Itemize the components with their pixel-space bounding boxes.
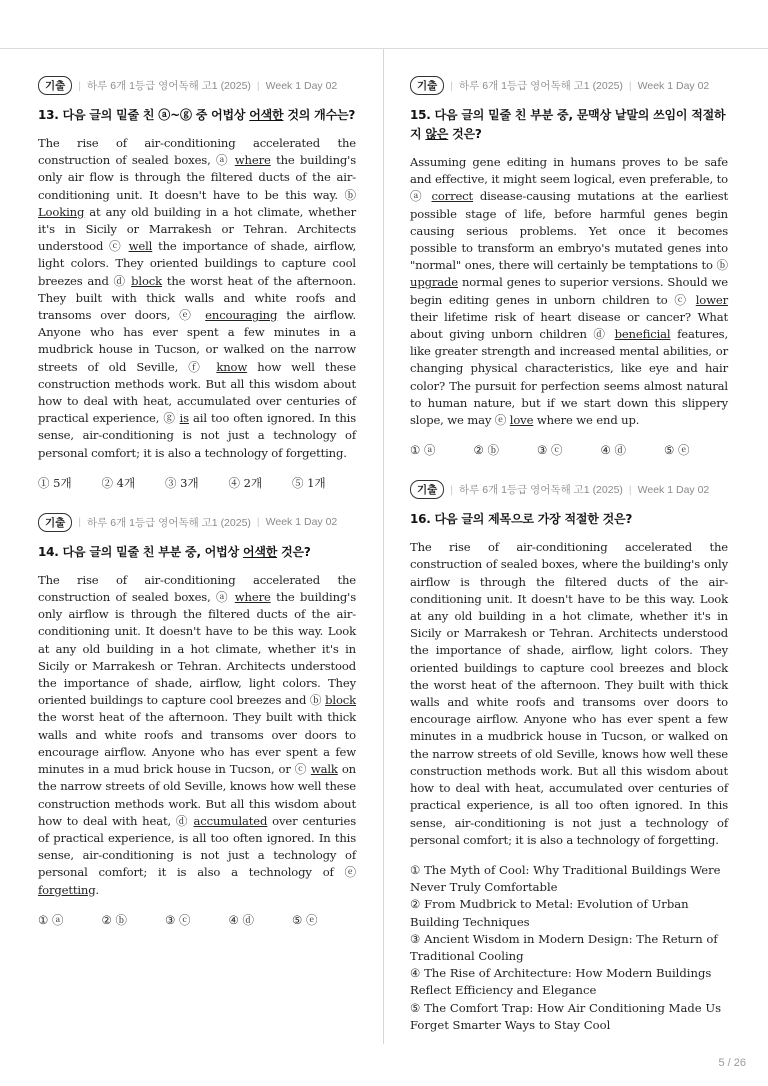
underlined-word: correct [431,189,474,204]
option-4[interactable]: ④ ⓓ [600,443,626,458]
passage: Assuming gene editing in humans proves to be safe and effective, it might seem logical, even preferable, to ⓐ correct disease-causing mutations at the earliest possible stage of life, before harmful genes begin causing serious problems. Yet once it becomes possible to transform an embryo's mutated genes into "normal" ones, there will certainly be temptations to ⓑ upgrade normal genes to superior versions. Should we begin editing genes in unborn children to ⓒ lower their lifetime risk of heart disease or cancer? What about giving unborn children ⓓ beneficial features, like greater strength and increased mental abilities, or changing physical characteristics, like eye and hair color? The pursuit for perfection seems almost natural to human nature, but if we start down this slippery slope, we may ⓔ love where we end up. [410,155,728,428]
option-3[interactable]: ③ ⓒ [165,912,191,927]
option-4[interactable]: ④ ⓓ [228,912,254,927]
right-column [410,76,728,1056]
underlined-word: beneficial [614,327,671,342]
left-column [38,76,356,950]
question-title: 13. 다음 글의 밑줄 친 ⓐ~ⓖ 중 어법상 어색한 것의 개수는? [38,108,356,122]
question-16 [410,480,728,1034]
question-meta: 기출 | 하루 6개 1등급 영어독해 고1 (2025) | Week 1 Day 02 [38,76,356,95]
past-exam-tag: 기출 [38,513,72,532]
source-label: 하루 6개 1등급 영어독해 고1 (2025) [87,80,251,92]
option-5[interactable]: ⑤ ⓔ [664,443,690,458]
option-3[interactable]: ③ 3개 [165,475,199,490]
option-5[interactable]: ⑤ ⓔ [292,912,318,927]
question-title: 14. 다음 글의 밑줄 친 부분 중, 어법상 어색한 것은? [38,544,311,559]
underlined-word: love [509,413,534,428]
question-14 [38,513,356,928]
question-meta: 기출 | 하루 6개 1등급 영어독해 고1 (2025) | Week 1 Day 02 [410,76,728,95]
question-meta: 기출 | 하루 6개 1등급 영어독해 고1 (2025) | Week 1 Day 02 [410,480,728,499]
question-15 [410,76,728,458]
underlined-word: encouraging [205,308,278,323]
source-label: 하루 6개 1등급 영어독해 고1 (2025) [459,484,623,497]
question-meta: 기출 | 하루 6개 1등급 영어독해 고1 (2025) | Week 1 Day 02 [38,513,356,532]
past-exam-tag: 기출 [38,76,72,95]
underlined-word: walk [310,762,338,777]
week-label: Week 1 Day 02 [637,483,710,496]
underlined-word: block [131,273,163,288]
passage: The rise of air-conditioning accelerated the construction of sealed boxes, where the building's only airflow is through the filtered ducts of the air-conditioning unit. It doesn't have to be this way. Look at any old building in a hot climate, whether it's in Sicily or Marrakesh or Tehran. Architects understood the importance of shade, airflow, light colors. They oriented buildings to capture cool breezes and block the worst heat of the afternoon. They built with thick walls and white roofs and transoms over doors to encourage airflow. Anyone who has ever spent a few minutes in a mudbrick house in Tucson, or walked on the narrow streets of old Seville, knows how well these construction methods work. But all this wisdom about how to deal with heat, accumulated over centuries of practical experience, is all too often ignored. In this sense, air-conditioning is not just a technology of personal comfort; it is also a technology of forgetting. [410,540,728,847]
page-number: 5 / 26 [718,1057,746,1069]
underlined-word: well [128,239,153,254]
header-rule [0,48,768,49]
option-4[interactable]: ④ 2개 [228,475,263,490]
past-exam-tag: 기출 [410,480,444,499]
option-2[interactable]: ② From Mudbrick to Metal: Evolution of Urban Building Techniques [410,897,689,929]
option-1[interactable]: ① The Myth of Cool: Why Traditional Buildings Were Never Truly Comfortable [410,862,721,895]
option-5[interactable]: ⑤ 1개 [292,475,326,490]
answer-options [38,475,356,491]
option-5[interactable]: ⑤ The Comfort Trap: How Air Conditioning Made Us Forget Smarter Ways to Stay Cool [410,1000,722,1032]
answer-options [410,862,728,1034]
underlined-word: lower [695,292,728,307]
option-2[interactable]: ② 4개 [101,475,136,490]
question-13 [38,76,356,491]
option-1[interactable]: ① 5개 [38,475,72,490]
option-2[interactable]: ② ⓑ [473,443,499,458]
underlined-word: is [179,411,189,426]
underlined-word: accumulated [193,813,268,828]
answer-options [38,912,356,928]
source-label: 하루 6개 1등급 영어독해 고1 (2025) [459,80,623,92]
week-label: Week 1 Day 02 [265,516,338,529]
option-2[interactable]: ② ⓑ [101,912,127,927]
underlined-word: where [234,590,271,605]
option-3[interactable]: ③ Ancient Wisdom in Modern Design: The Return of Traditional Cooling [410,931,718,963]
question-title: 16. 다음 글의 제목으로 가장 적절한 것은? [410,512,633,527]
option-1[interactable]: ① ⓐ [410,443,436,458]
column-divider [383,49,384,1044]
question-title: 15. 다음 글의 밑줄 친 부분 중, 문맥상 낱말의 쓰임이 적절하지 않은 것은? [410,108,726,141]
answer-options [410,442,728,458]
underlined-word: know [216,359,248,374]
option-4[interactable]: ④ The Rise of Architecture: How Modern Buildings Reflect Efficiency and Elegance [410,966,712,998]
option-3[interactable]: ③ ⓒ [537,443,563,458]
underlined-word: upgrade [410,275,458,290]
source-label: 하루 6개 1등급 영어독해 고1 (2025) [87,516,251,529]
underlined-word: forgetting [38,882,96,897]
underlined-word: where [234,153,271,168]
week-label: Week 1 Day 02 [265,79,338,92]
option-1[interactable]: ① ⓐ [38,912,64,927]
passage: The rise of air-conditioning accelerated the construction of sealed boxes, ⓐ where the building's only air flow is through the filtered ducts of the air-conditioning unit. It doesn't have to be this way. ⓑ Looking at any old building in a hot climate, whether it's in Sicily or Marrakesh or Tehran. Architects understood ⓒ well the importance of shade, airflow, light colors. They oriented buildings to capture cool breezes and ⓓ block the worst heat of the afternoon. They built with thick walls and white roofs and transoms over doors, ⓔ encouraging the airflow. Anyone who has ever spent a few minutes in a mudbrick house in Tucson, or walked on the narrow streets of old Seville, ⓕ know how well these construction methods work. But all this wisdom about how to deal with heat, accumulated over centuries of practical experience, ⓖ is ail too often ignored. In this sense, air-conditioning is not just a technology of personal comfort; it is also a technology of forgetting. [38,136,356,460]
underlined-word: Looking [38,204,85,219]
underlined-word: block [325,693,356,708]
past-exam-tag: 기출 [410,76,444,95]
week-label: Week 1 Day 02 [637,79,710,92]
passage: The rise of air-conditioning accelerated the construction of sealed boxes, ⓐ where the building's only airflow is through the filtered ducts of the air-conditioning unit. It doesn't have to be this way. Look at any old building in a hot climate, whether it's in Sicily or Marrakesh or Tehran. Architects understood the importance of shade, airflow, light colors. They oriented buildings to capture cool breezes and ⓑ block the worst heat of the afternoon. They built with thick walls and white roofs and transoms over doors to encourage airflow. Anyone who has ever spent a few minutes in a mud brick house in Tucson, or ⓒ walk on the narrow streets of old Seville, knows how well these construction methods work. But all this wisdom about how to deal with heat, ⓓ accumulated over centuries of practical experience, is all too often ignored. In this sense, air-conditioning is not just a technology of personal comfort; it is also a technology of ⓔ forgetting. [38,572,357,897]
